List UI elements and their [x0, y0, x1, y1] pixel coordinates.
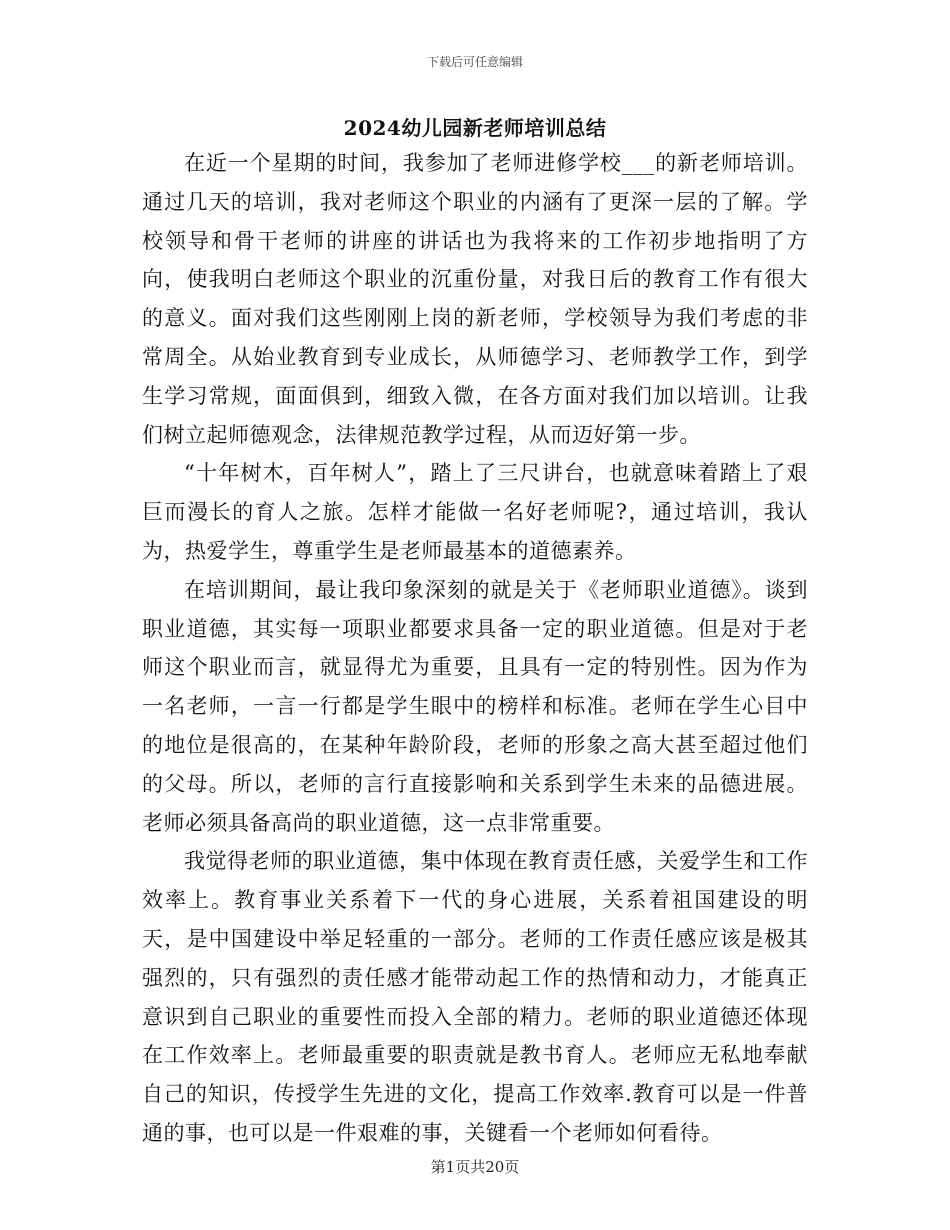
page-number-footer: 第1页共20页 [430, 1158, 520, 1176]
paragraph-4: 我觉得老师的职业道德，集中体现在教育责任感，关爱学生和工作效率上。教育事业关系着下一代的身心进展，关系着祖国建设的明天，是中国建设中举足轻重的一部分。老师的工作责任感应该是极其强烈的，只有强烈的责任感才能带动起工作的热情和动力，才能真正意识到自己职业的重要性而投入全部的精力。老师的职业道德还体现在工作效率上。老师最重要的职责就是教书育人。老师应无私地奉献自己的知识，传授学生先进的文化，提高工作效率.教育可以是一件普通的事，也可以是一件艰难的事，关键看一个老师如何看待。 [142, 849, 808, 1145]
document-body [142, 144, 808, 1153]
paragraph-3: 在培训期间，最让我印象深刻的就是关于《老师职业道德》。谈到职业道德，其实每一项职业都要求具备一定的职业道德。但是对于老师这个职业而言，就显得尤为重要，且具有一定的特别性。因为作为一名老师，一言一行都是学生眼中的榜样和标准。老师在学生心目中的地位是很高的，在某种年龄阶段，老师的形象之高大甚至超过他们的父母。所以，老师的言行直接影响和关系到学生未来的品德进展。老师必须具备高尚的职业道德，这一点非常重要。 [142, 577, 808, 835]
paragraph-2: “十年树木，百年树人”，踏上了三尺讲台，也就意味着踏上了艰巨而漫长的育人之旅。怎样才能做一名好老师呢?，通过培训，我认为，热爱学生，尊重学生是老师最基本的道德素养。 [142, 461, 808, 563]
paragraph-1: 在近一个星期的时间，我参加了老师进修学校___的新老师培训。通过几天的培训，我对老师这个职业的内涵有了更深一层的了解。学校领导和骨干老师的讲座的讲话也为我将来的工作初步地指明了方向，使我明白老师这个职业的沉重份量，对我日后的教育工作有很大的意义。面对我们这些刚刚上岗的新老师，学校领导为我们考虑的非常周全。从始业教育到专业成长，从师德学习、老师教学工作，到学生学习常规，面面俱到，细致入微，在各方面对我们加以培训。让我们树立起师德观念，法律规范教学过程，从而迈好第一步。 [142, 151, 808, 447]
document-title: 2024幼儿园新老师培训总结 [343, 116, 607, 140]
page-header-note: 下载后可任意编辑 [426, 55, 523, 69]
